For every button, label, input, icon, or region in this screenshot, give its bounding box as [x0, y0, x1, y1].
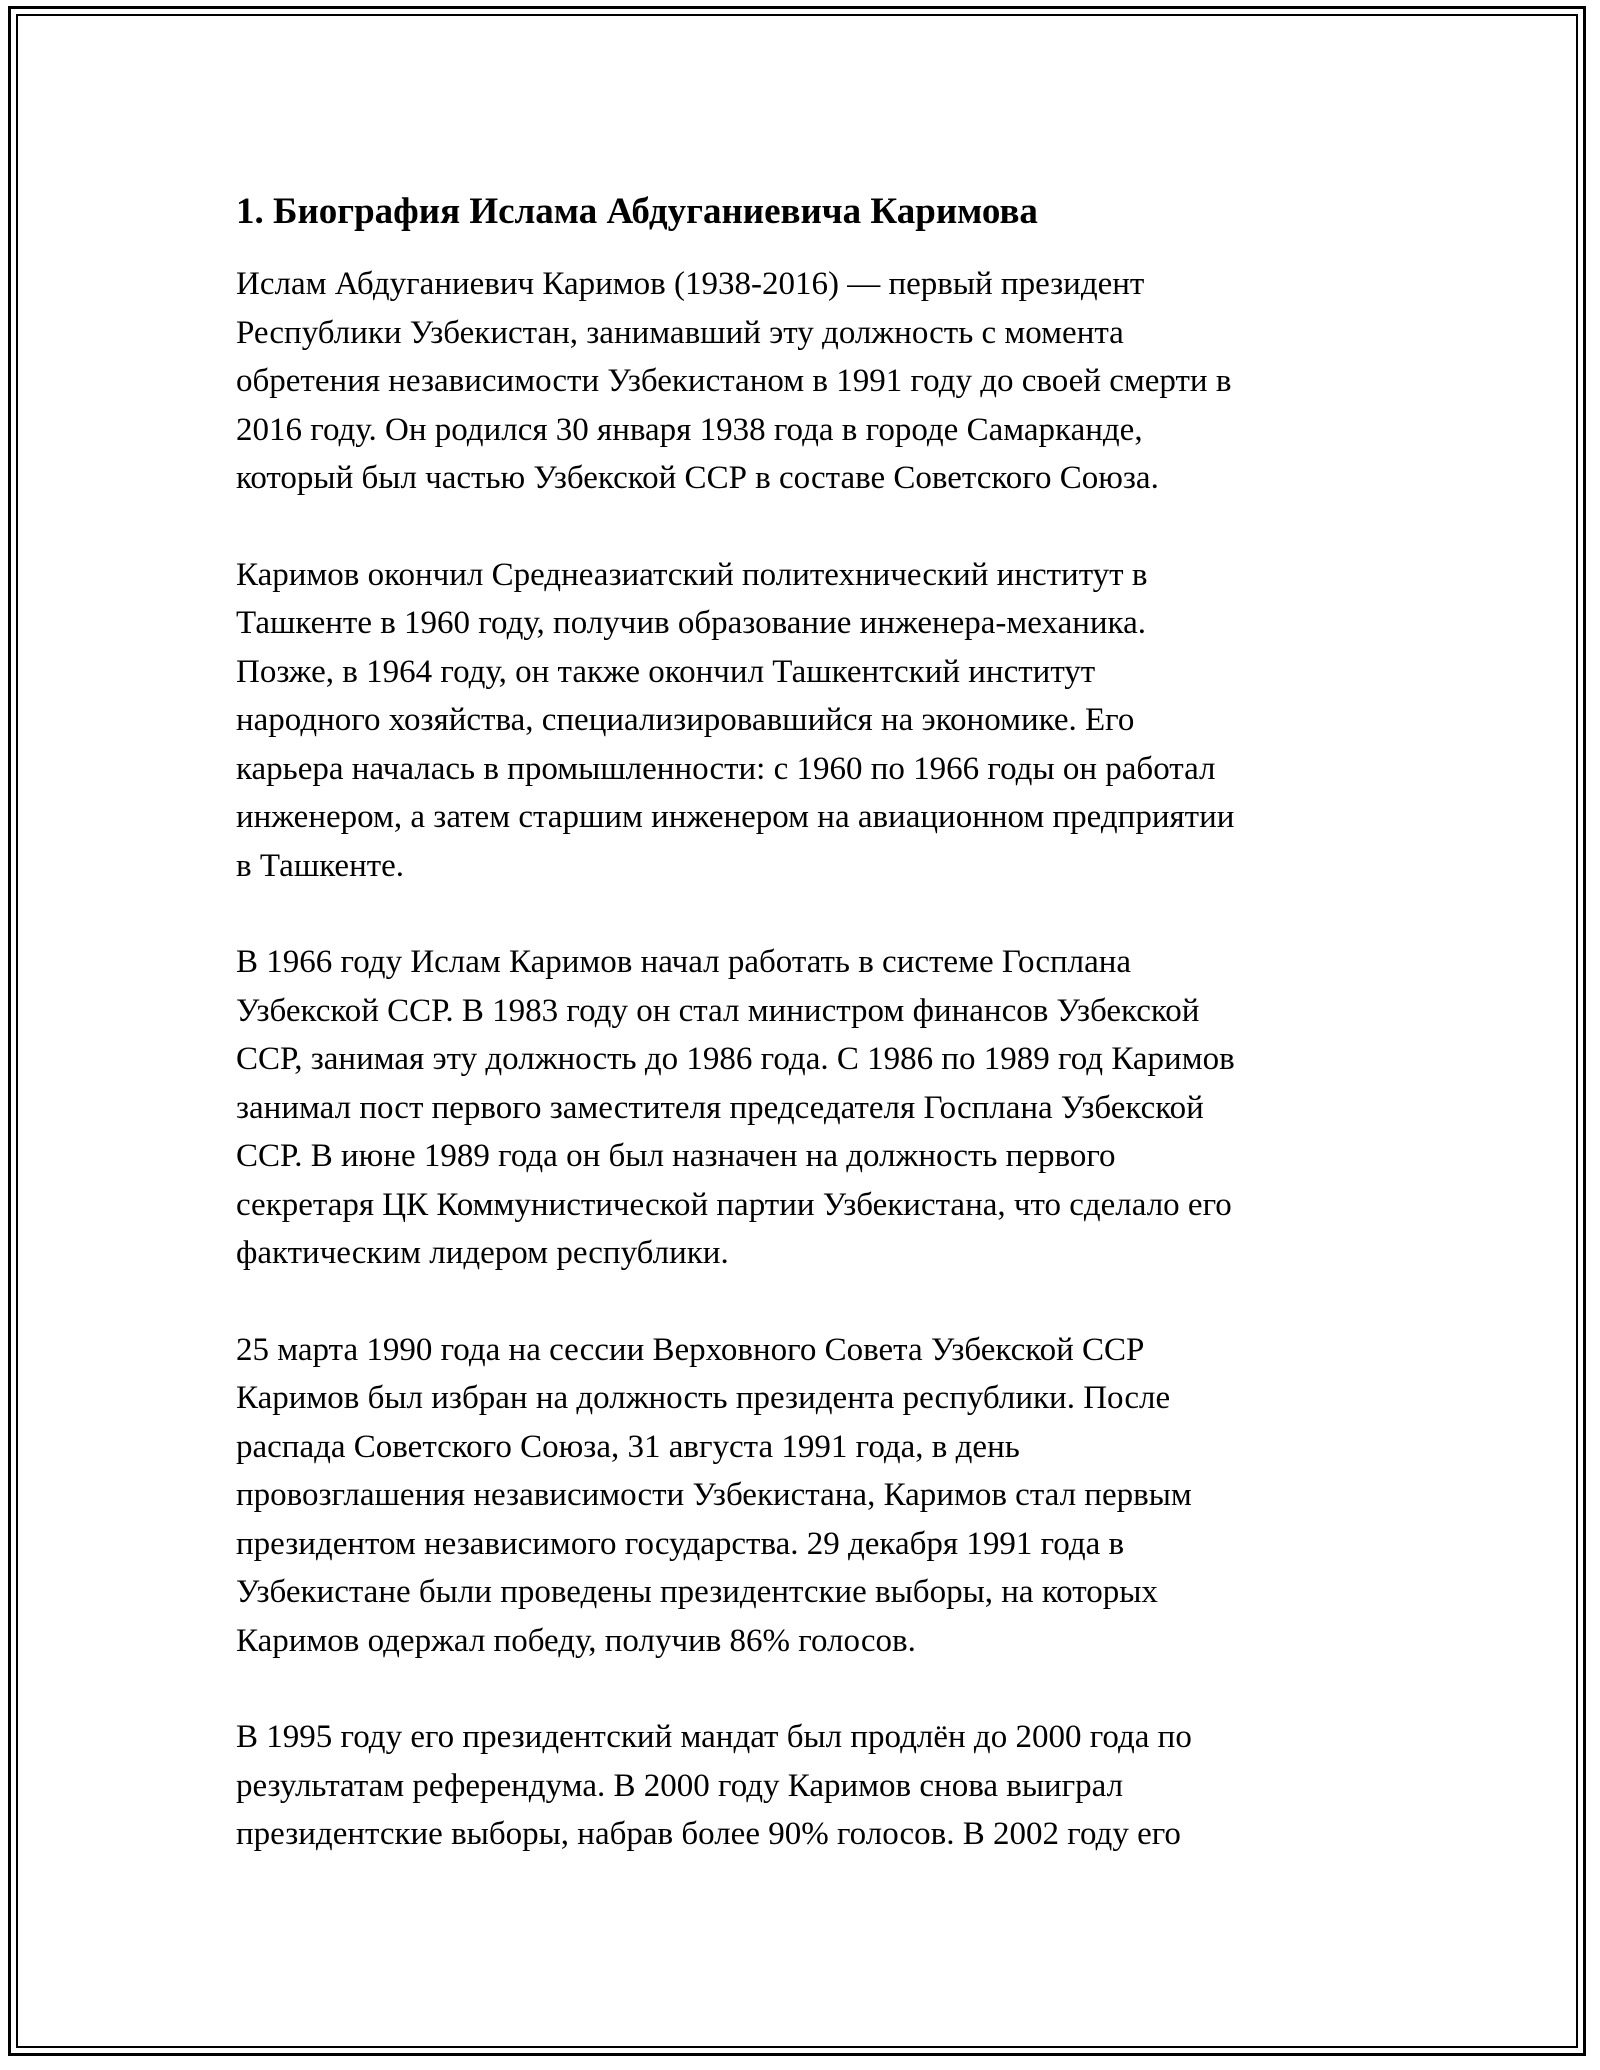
text-line: 2016 году. Он родился 30 января 1938 года в городе Самарканде,	[236, 411, 1143, 448]
paragraph-1	[236, 260, 1376, 503]
paragraph-4	[236, 1326, 1376, 1666]
paragraph-5	[236, 1713, 1376, 1859]
text-line: Узбекской ССР. В 1983 году он стал министром финансов Узбекской	[236, 992, 1200, 1029]
text-line: Каримов был избран на должность президента республики. После	[236, 1380, 1171, 1416]
text-line: в Ташкенте.	[236, 847, 405, 884]
text-line: ССР. В июне 1989 года он был назначен на должность первого	[236, 1138, 1116, 1174]
text-line: народного хозяйства, специализировавшийся на экономике. Его	[236, 702, 1135, 738]
text-line: Каримов окончил Среднеазиатский политехнический институт в	[236, 556, 1148, 593]
text-line: президентские выборы, набрав более 90% голосов. В 2002 году его	[236, 1816, 1181, 1852]
text-line: инженером, а затем старшим инженером на авиационном предприятии	[236, 799, 1235, 835]
text-line: Республики Узбекистан, занимавший эту должность с момента	[236, 314, 1124, 351]
text-line: 25 марта 1990 года на сессии Верховного Совета Узбекской ССР	[236, 1331, 1145, 1368]
text-line: провозглашения независимости Узбекистана, Каримов стал первым	[236, 1477, 1192, 1513]
text-line: который был частью Узбекской ССР в составе Советского Союза.	[236, 460, 1159, 496]
paragraph-2	[236, 551, 1376, 891]
text-line: Ислам Абдуганиевич Каримов (1938-2016) — первый президент	[236, 266, 1145, 302]
text-line: результатам референдума. В 2000 году Каримов снова выиграл	[236, 1767, 1124, 1804]
text-line: Позже, в 1964 году, он также окончил Ташкентский институт	[236, 653, 1096, 690]
text-line: фактическим лидером республики.	[236, 1235, 729, 1271]
section-heading: 1. Биография Ислама Абдуганиевича Каримова	[236, 191, 1038, 232]
text-line: Узбекистане были проведены президентские выборы, на которых	[236, 1574, 1158, 1610]
text-line: секретаря ЦК Коммунистической партии Узбекистана, что сделало его	[236, 1186, 1232, 1223]
text-line: распада Советского Союза, 31 августа 1991 года, в день	[236, 1428, 1020, 1465]
text-line: Каримов одержал победу, получив 86% голосов.	[236, 1622, 916, 1659]
document-body	[236, 186, 1376, 1907]
text-line: В 1966 году Ислам Каримов начал работать в системе Госплана	[236, 944, 1132, 980]
paragraph-3	[236, 938, 1376, 1278]
text-line: ССР, занимая эту должность до 1986 года. С 1986 по 1989 год Каримов	[236, 1041, 1235, 1077]
text-line: обретения независимости Узбекистаном в 1991 году до своей смерти в	[236, 363, 1232, 399]
text-line: Ташкенте в 1960 году, получив образование инженера-механика.	[236, 605, 1146, 641]
text-line: занимал пост первого заместителя председателя Госплана Узбекской	[236, 1089, 1204, 1126]
text-line: президентом независимого государства. 29 декабря 1991 года в	[236, 1525, 1125, 1562]
text-line: карьера началась в промышленности: с 1960 по 1966 годы он работал	[236, 750, 1216, 787]
text-line: В 1995 году его президентский мандат был продлён до 2000 года по	[236, 1719, 1192, 1755]
